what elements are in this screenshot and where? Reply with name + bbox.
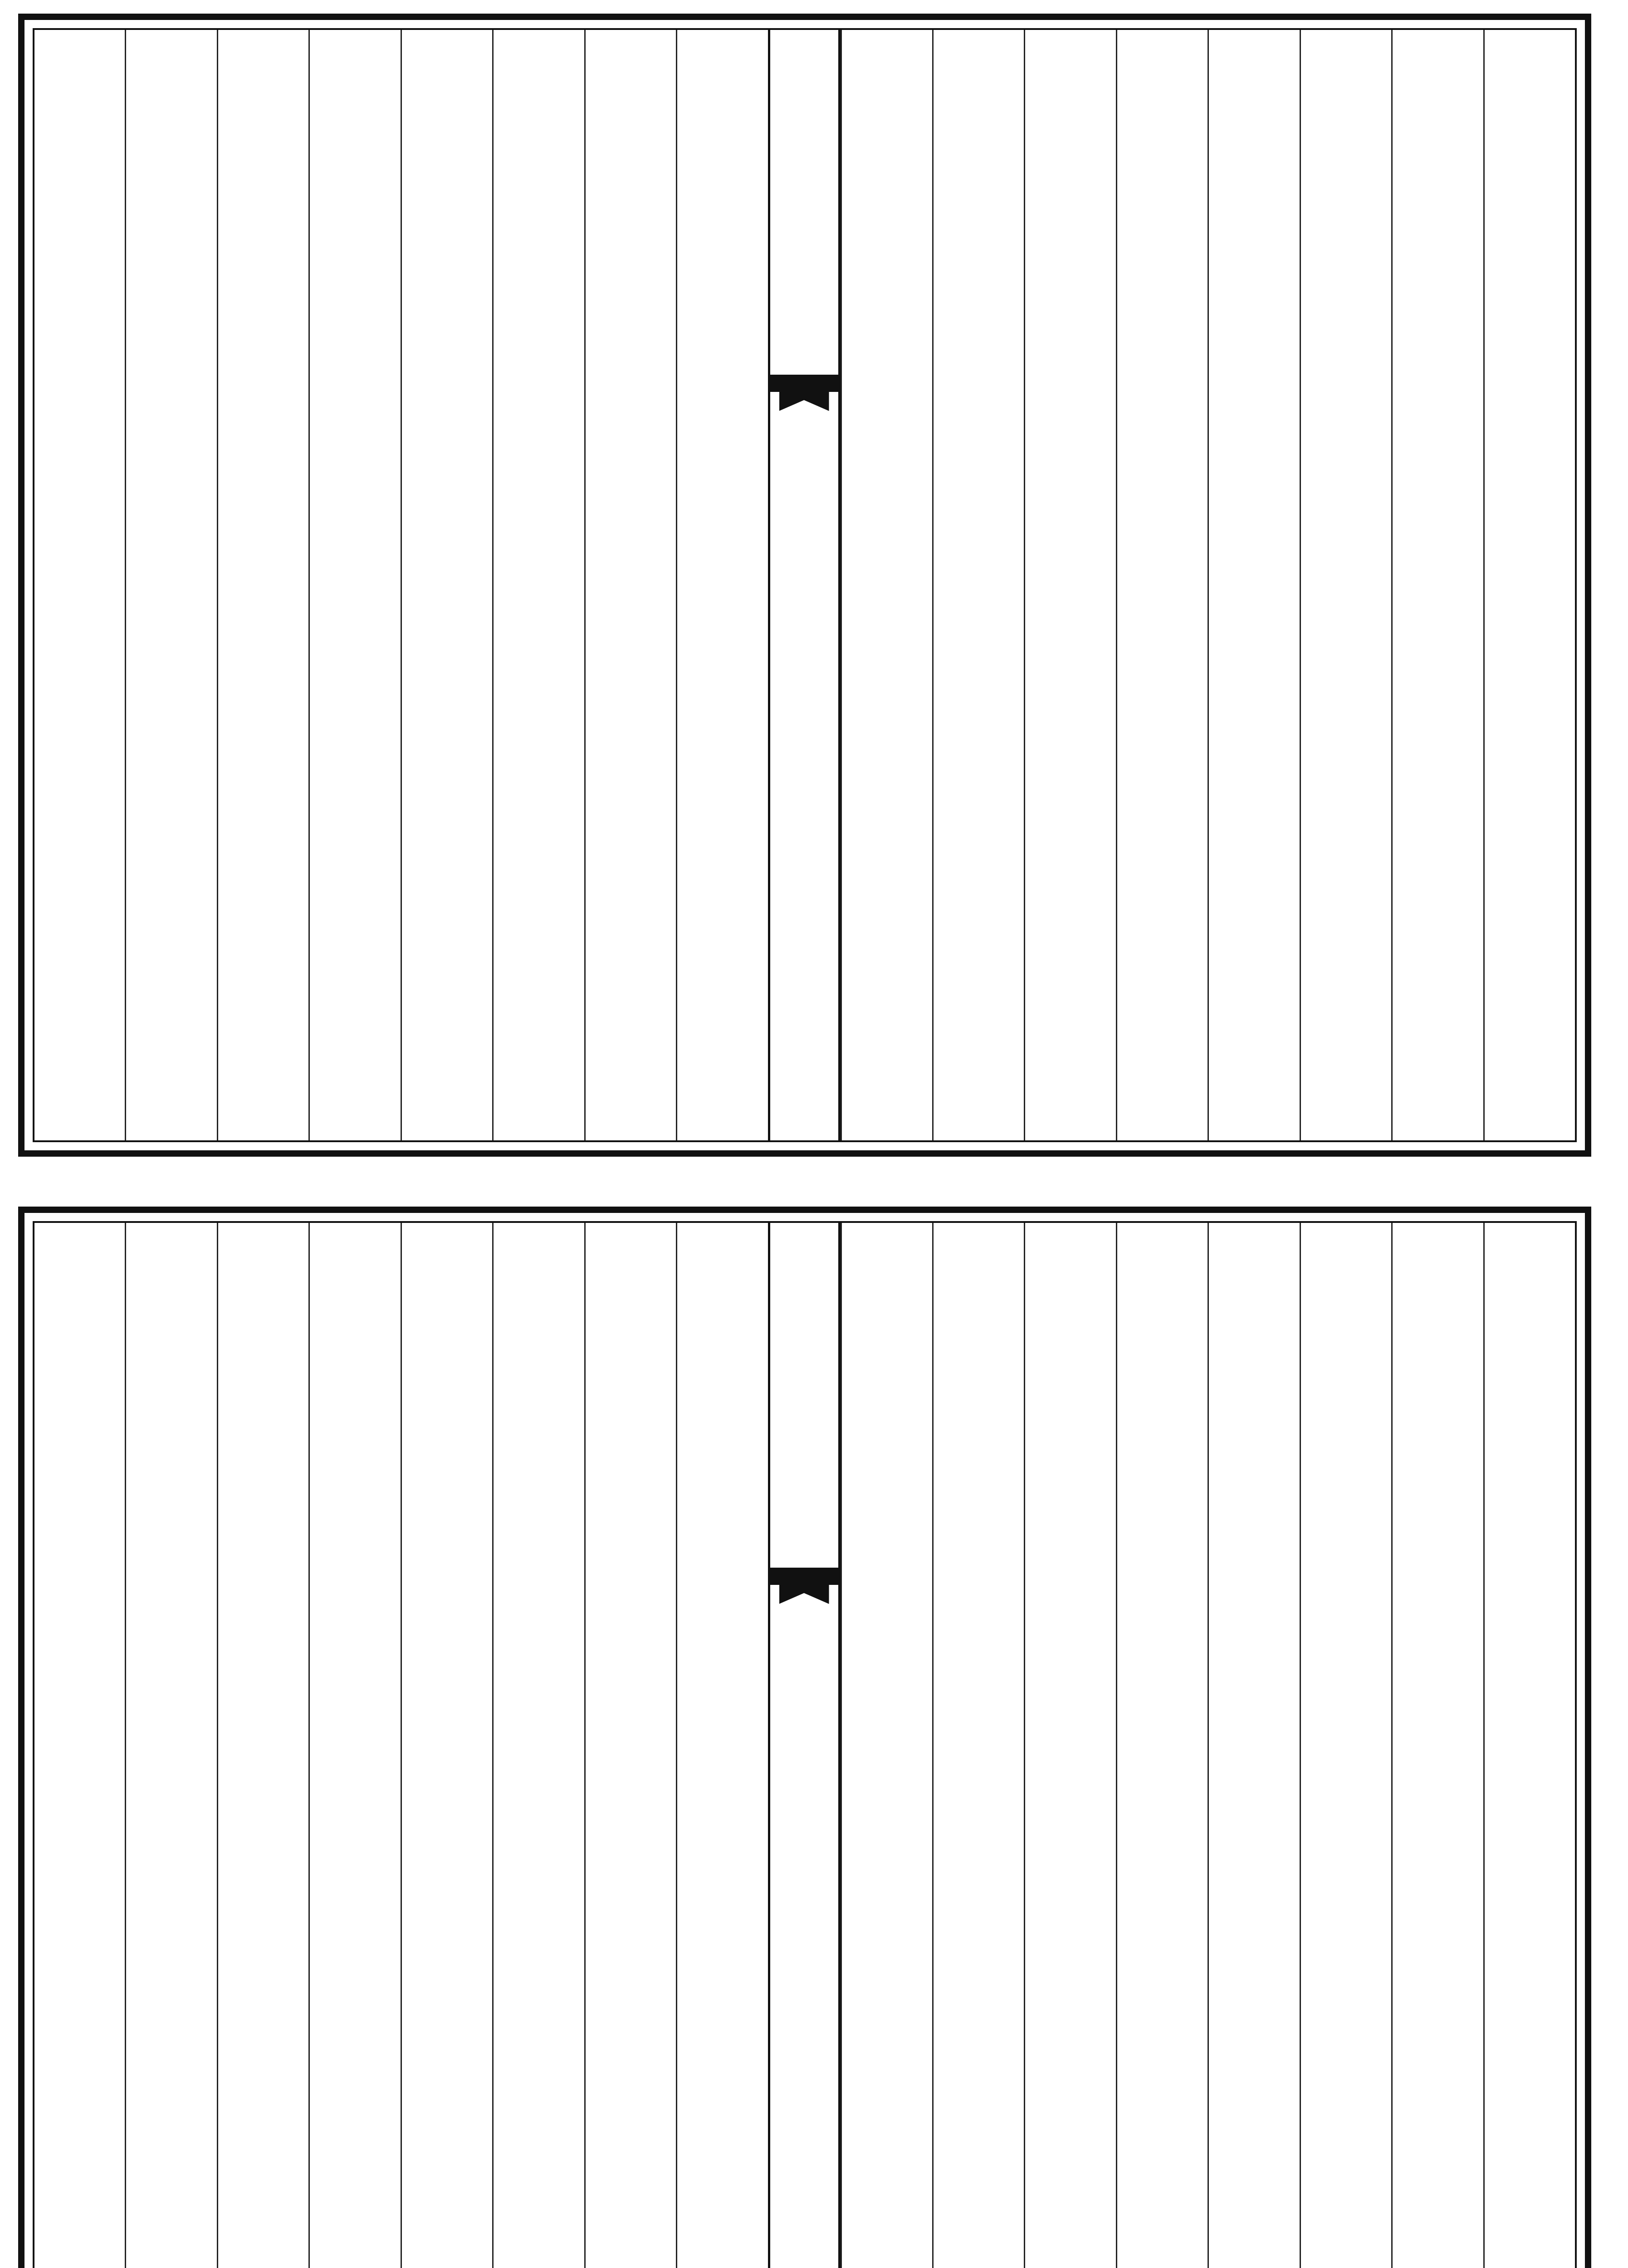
bottom-half-page xyxy=(18,1207,1591,2268)
text-column xyxy=(217,1223,308,2268)
fish-tail-mark xyxy=(779,384,829,411)
text-column xyxy=(1024,1223,1115,2268)
text-column xyxy=(1024,30,1115,1140)
text-column xyxy=(308,30,400,1140)
text-column xyxy=(125,30,216,1140)
text-column xyxy=(1208,30,1299,1140)
top-half-page xyxy=(18,14,1591,1157)
text-column xyxy=(1483,30,1575,1140)
text-columns xyxy=(34,1223,1575,2268)
text-column xyxy=(1208,1223,1299,2268)
text-column xyxy=(841,1223,932,2268)
text-column xyxy=(217,30,308,1140)
text-column xyxy=(34,30,125,1140)
text-column xyxy=(932,30,1024,1140)
text-column xyxy=(1391,1223,1483,2268)
text-column xyxy=(308,1223,400,2268)
text-column xyxy=(34,1223,125,2268)
text-column xyxy=(492,1223,584,2268)
text-column xyxy=(841,30,932,1140)
text-columns xyxy=(34,30,1575,1140)
text-column xyxy=(125,1223,216,2268)
text-column xyxy=(584,30,676,1140)
text-column xyxy=(1391,30,1483,1140)
text-column xyxy=(1116,1223,1208,2268)
text-column xyxy=(1300,30,1391,1140)
text-column xyxy=(401,1223,492,2268)
text-column xyxy=(1483,1223,1575,2268)
text-column xyxy=(492,30,584,1140)
text-column xyxy=(1300,1223,1391,2268)
text-column xyxy=(401,30,492,1140)
text-column xyxy=(1116,30,1208,1140)
fish-tail-mark xyxy=(779,1577,829,1604)
center-margin xyxy=(768,30,841,1140)
text-column xyxy=(676,30,768,1140)
text-column xyxy=(932,1223,1024,2268)
center-margin xyxy=(768,1223,841,2268)
text-column xyxy=(676,1223,768,2268)
text-column xyxy=(584,1223,676,2268)
